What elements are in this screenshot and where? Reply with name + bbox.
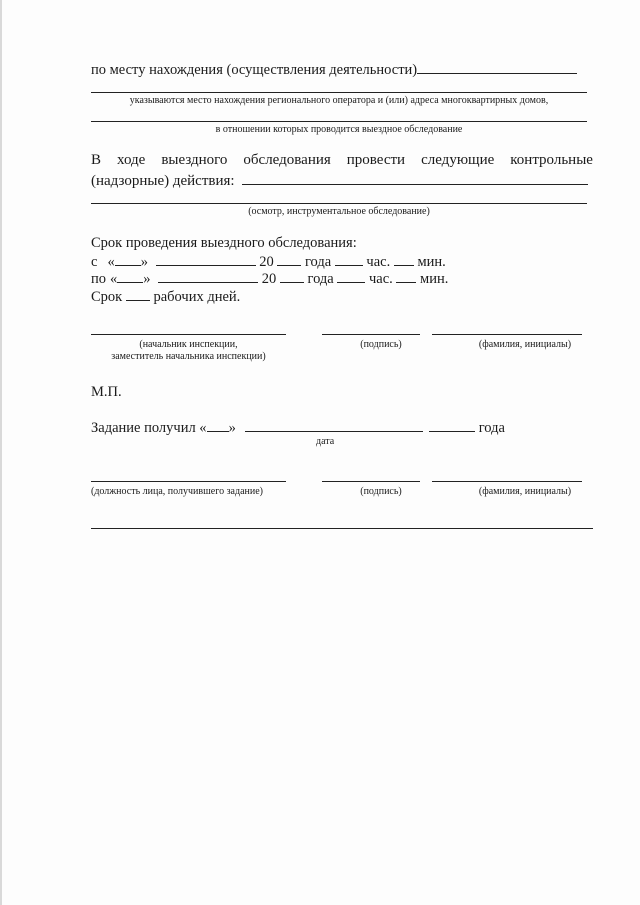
stamp-label: М.П. xyxy=(91,384,122,400)
location-hint-1: указываются место нахождения регионального оператора и (или) адреса многоквартирных домов, xyxy=(129,95,549,106)
location-line-3 xyxy=(91,121,587,122)
term-to-line: по « » 20 года час. мин. xyxy=(91,271,449,287)
location-hint-2: в отношении которых проводится выездное обследование xyxy=(215,124,463,135)
actions-hint: (осмотр, инструментальное обследование) xyxy=(248,206,430,217)
term-duration-line: Срок рабочих дней. xyxy=(91,289,241,305)
signature-hint-1: (подпись) xyxy=(360,339,402,350)
received-line: Задание получил « » года xyxy=(91,420,505,436)
position-line-2 xyxy=(91,481,286,482)
position-hint-1b: заместитель начальника инспекции) xyxy=(111,351,266,362)
name-line-2 xyxy=(432,481,582,482)
closing-line xyxy=(91,528,593,529)
location-line-2 xyxy=(91,92,587,93)
actions-line-3 xyxy=(91,203,587,204)
signature-line-2 xyxy=(322,481,420,482)
position-hint-2: (должность лица, получившего задание) xyxy=(91,486,263,497)
received-date-hint: дата xyxy=(316,436,335,447)
term-from-line: с « » 20 года час. мин. xyxy=(91,254,446,270)
received-date-blank xyxy=(245,418,423,432)
signature-line-1 xyxy=(322,334,420,335)
name-hint-2: (фамилия, инициалы) xyxy=(478,486,572,497)
name-line-1 xyxy=(432,334,582,335)
page-edge xyxy=(0,0,2,905)
position-hint-1a: (начальник инспекции, xyxy=(139,339,238,350)
actions-line-1: В ходе выездного обследования провести следующие контрольные xyxy=(91,152,593,168)
actions-blank xyxy=(242,171,588,185)
actions-line-2: (надзорные) действия: xyxy=(91,171,588,190)
term-title: Срок проведения выездного обследования: xyxy=(91,235,357,251)
location-blank xyxy=(417,60,577,74)
location-label: по месту нахождения (осуществления деятельности) xyxy=(91,60,577,79)
signature-hint-2: (подпись) xyxy=(360,486,402,497)
position-line-1 xyxy=(91,334,286,335)
received-year-blank xyxy=(429,418,475,432)
name-hint-1: (фамилия, инициалы) xyxy=(478,339,572,350)
